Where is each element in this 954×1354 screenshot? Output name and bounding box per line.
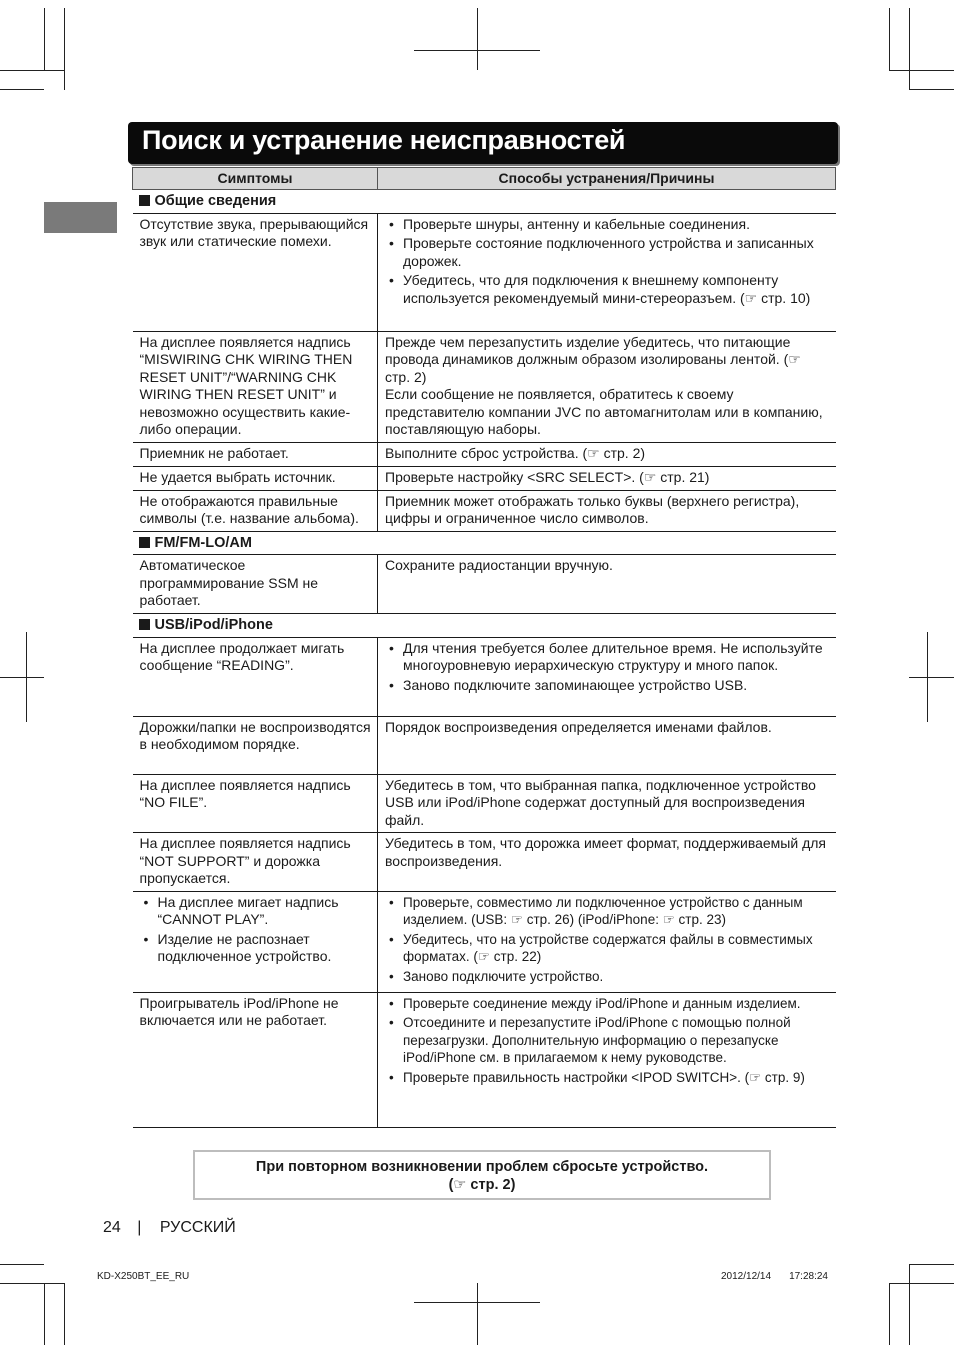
table-row bbox=[133, 833, 836, 892]
symptom-cell bbox=[133, 331, 378, 442]
header-symptoms: Симптомы bbox=[133, 168, 378, 190]
reset-note-ref: (☞ стр. 2) bbox=[448, 1177, 516, 1193]
symptom-text: На дисплее появляется надпись “MISWIRING CHK WIRING THEN RESET UNIT”/“WARNING CHK WIRING THEN RESET UNIT” и невозможно осуществить какие-либо операции. bbox=[139, 333, 353, 437]
remedy-cell bbox=[378, 716, 836, 774]
symptom-item: • Изделие не распознает подключенное устройство. bbox=[140, 931, 372, 966]
remedy-cell bbox=[378, 637, 836, 716]
title-bar bbox=[128, 122, 838, 164]
table-row bbox=[133, 637, 836, 716]
footer-separator: | bbox=[137, 1219, 142, 1236]
print-timestamp bbox=[721, 1271, 828, 1282]
symptom-cell bbox=[133, 637, 378, 716]
remedy-text: Если сообщение не появляется, обратитесь к своему представителю компании JVC по автомагнитолам или в компанию, поставляющую наборы. bbox=[385, 386, 823, 437]
remedy-item: • Проверьте правильность настройки <IPOD SWITCH>. (☞ стр. 9) bbox=[385, 1069, 830, 1087]
symptom-cell bbox=[133, 833, 378, 892]
page-footer-label bbox=[103, 1219, 236, 1237]
remedy-cell bbox=[378, 774, 836, 833]
remedy-item: • Для чтения требуется более длительное время. Не используйте многоуровневую иерархическую структуру и много папок. bbox=[385, 640, 830, 675]
remedy-cell bbox=[378, 992, 836, 1127]
remedy-item: • Заново подключите запоминающее устройство USB. bbox=[385, 677, 830, 695]
section-general bbox=[133, 190, 836, 214]
remedy-text: Порядок воспроизведения определяется именами файлов. bbox=[385, 718, 772, 735]
remedy-cell bbox=[378, 331, 836, 442]
remedy-text: Сохраните радиостанции вручную. bbox=[385, 557, 613, 573]
table-row bbox=[133, 490, 836, 531]
symptom-cell bbox=[133, 442, 378, 466]
symptom-text: Не удается выбрать источник. bbox=[139, 468, 336, 485]
remedy-text: Выполните сброс устройства. (☞ стр. 2) bbox=[385, 444, 646, 461]
symptom-cell bbox=[133, 774, 378, 833]
remedy-item: • Проверьте соединение между iPod/iPhone и данным изделием. bbox=[385, 995, 830, 1013]
symptom-cell bbox=[133, 716, 378, 774]
remedy-cell bbox=[378, 213, 836, 331]
remedy-text: Прежде чем перезапустить изделие убедитесь, что питающие провода динамиков должным образом изолированы лентой. (☞ стр. 2) bbox=[385, 333, 801, 385]
symptom-cell bbox=[133, 992, 378, 1127]
language-label: РУССКИЙ bbox=[159, 1219, 236, 1236]
section-title: USB/iPod/iPhone bbox=[154, 617, 273, 633]
symptom-text: Не отображаются правильные символы (т.е. название альбома). bbox=[139, 492, 359, 526]
page-number: 24 bbox=[103, 1219, 121, 1236]
symptom-item: • На дисплее мигает надпись “CANNOT PLAY”. bbox=[140, 894, 372, 929]
print-time: 17:28:24 bbox=[789, 1271, 828, 1282]
square-bullet-icon bbox=[139, 537, 150, 548]
reset-note-box bbox=[193, 1150, 771, 1200]
remedy-cell bbox=[378, 442, 836, 466]
table-row bbox=[133, 716, 836, 774]
print-date: 2012/12/14 bbox=[721, 1271, 772, 1282]
remedy-text: Убедитесь в том, что выбранная папка, подключенное устройство USB или iPod/iPhone содержат доступный для воспроизведения файл. bbox=[385, 776, 816, 828]
symptom-text: На дисплее появляется надпись “NOT SUPPORT” и дорожка пропускается. bbox=[139, 835, 351, 886]
remedy-cell bbox=[378, 891, 836, 992]
table-row bbox=[133, 213, 836, 331]
symptom-cell bbox=[133, 466, 378, 490]
section-title: FM/FM-LO/AM bbox=[154, 534, 252, 551]
symptom-cell bbox=[133, 213, 378, 331]
section-fm bbox=[133, 531, 836, 555]
symptom-cell bbox=[133, 555, 378, 614]
remedy-item: • Убедитесь, что для подключения к внешнему компоненту используется рекомендуемый мини-стереоразъем. (☞ стр. 10) bbox=[385, 272, 830, 307]
square-bullet-icon bbox=[139, 619, 150, 630]
symptom-text: На дисплее появляется надпись “NO FILE”. bbox=[139, 776, 351, 810]
table-row bbox=[133, 992, 836, 1127]
symptom-text: Дорожки/папки не воспроизводятся в необходимом порядке. bbox=[139, 718, 371, 752]
page-title: Поиск и устранение неисправностей bbox=[142, 125, 626, 155]
remedy-cell bbox=[378, 490, 836, 531]
print-file-name: KD-X250BT_EE_RU bbox=[97, 1271, 190, 1282]
language-side-tab bbox=[44, 202, 117, 233]
remedy-item: • Заново подключите устройство. bbox=[385, 968, 830, 986]
table-row bbox=[133, 774, 836, 833]
remedy-item: • Проверьте, совместимо ли подключенное устройство с данным изделием. (USB: ☞ стр. 26) (iPod/iPhone: ☞ стр. 23) bbox=[385, 894, 830, 929]
troubleshooting-table bbox=[132, 167, 836, 1128]
section-usb bbox=[133, 614, 836, 638]
symptom-cell bbox=[133, 891, 378, 992]
remedy-item: • Отсоедините и перезапустите iPod/iPhone с помощью полной перезагрузки. Дополнительную информацию о перезапуске iPod/iPhone см. в прилагаемом к нему руководстве. bbox=[385, 1014, 830, 1067]
remedy-text: Убедитесь в том, что дорожка имеет формат, поддерживаемый для воспроизведения. bbox=[385, 835, 826, 869]
remedy-cell bbox=[378, 833, 836, 892]
table-row bbox=[133, 442, 836, 466]
table-row bbox=[133, 331, 836, 442]
table-row bbox=[133, 555, 836, 614]
remedy-item: • Убедитесь, что на устройстве содержатся файлы в совместимых форматах. (☞ стр. 22) bbox=[385, 931, 830, 966]
header-remedies: Способы устранения/Причины bbox=[378, 168, 836, 190]
symptom-text: Приемник не работает. bbox=[139, 444, 289, 461]
symptom-text: На дисплее продолжает мигать сообщение “READING”. bbox=[139, 639, 345, 673]
remedy-item: • Проверьте состояние подключенного устройства и записанных дорожек. bbox=[385, 235, 830, 270]
table-row bbox=[133, 891, 836, 992]
symptom-text: Проигрыватель iPod/iPhone не включается или не работает. bbox=[139, 994, 339, 1028]
remedy-text: Приемник может отображать только буквы (верхнего регистра), цифры и ограниченное число символов. bbox=[385, 492, 800, 526]
symptom-text: Автоматическое программирование SSM не работает. bbox=[139, 557, 319, 608]
symptom-cell bbox=[133, 490, 378, 531]
remedy-item: • Проверьте шнуры, антенну и кабельные соединения. bbox=[385, 216, 830, 234]
remedy-cell bbox=[378, 466, 836, 490]
square-bullet-icon bbox=[139, 195, 150, 206]
table-row bbox=[133, 466, 836, 490]
symptom-text: Отсутствие звука, прерывающийся звук или статические помехи. bbox=[139, 215, 369, 249]
remedy-cell bbox=[378, 555, 836, 614]
reset-note-text: При повторном возникновении проблем сбросьте устройство. bbox=[255, 1159, 709, 1175]
remedy-text: Проверьте настройку <SRC SELECT>. (☞ стр. 21) bbox=[385, 468, 710, 485]
section-title: Общие сведения bbox=[154, 193, 277, 209]
